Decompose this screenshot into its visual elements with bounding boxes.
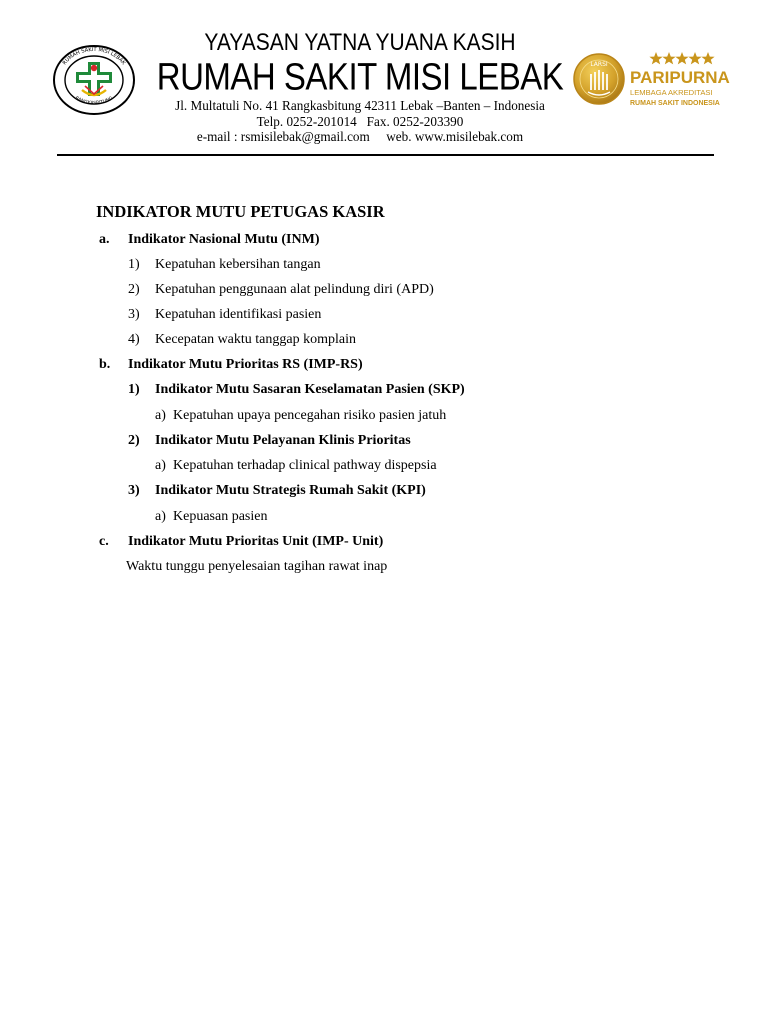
imp-rs-sub-marker: a) <box>155 509 166 524</box>
hospital-seal-logo <box>52 44 136 116</box>
imp-rs-group-number: 1) <box>128 382 140 397</box>
imp-rs-sub-text: Kepuasan pasien <box>173 509 268 524</box>
inm-item-text: Kepatuhan kebersihan tangan <box>155 257 321 272</box>
inm-item-number: 4) <box>128 332 140 347</box>
five-stars-icon <box>649 52 714 64</box>
section-b-marker: b. <box>99 357 111 372</box>
paripurna-title: PARIPURNA <box>630 68 730 87</box>
inm-item-number: 1) <box>128 257 140 272</box>
inm-item-number: 2) <box>128 282 140 297</box>
hospital-email-web: e-mail : rsmisilebak@gmail.com web. www.misilebak.com <box>196 129 524 144</box>
imp-rs-sub-text: Kepatuhan upaya pencegahan risiko pasien jatuh <box>173 408 447 423</box>
seal-ring-top-text: RUMAH SAKIT MISI LEBAK <box>61 46 127 67</box>
seal-ring-bottom-text: RANGKASBITUNG <box>74 96 114 107</box>
imp-rs-sub-marker: a) <box>155 408 166 423</box>
inm-item-text: Kepatuhan identifikasi pasien <box>155 307 322 322</box>
hospital-phone-fax: Telp. 0252-201014 Fax. 0252-203390 <box>256 113 464 129</box>
inm-item-text: Kepatuhan penggunaan alat pelindung diri (APD) <box>155 282 434 297</box>
hospital-name: RUMAH SAKIT MISI LEBAK <box>156 54 564 98</box>
section-a-marker: a. <box>99 232 110 247</box>
foundation-name: YAYASAN YATNA YUANA KASIH <box>204 29 516 56</box>
section-b-heading: Indikator Mutu Prioritas RS (IMP-RS) <box>128 357 363 372</box>
paripurna-subtitle-1: LEMBAGA AKREDITASI <box>630 88 713 97</box>
imp-rs-group-heading: Indikator Mutu Sasaran Keselamatan Pasien (SKP) <box>155 382 465 397</box>
inm-item-text: Kecepatan waktu tanggap komplain <box>155 332 356 347</box>
imp-rs-group-number: 2) <box>128 433 140 448</box>
paripurna-subtitle-2: RUMAH SAKIT INDONESIA <box>630 100 720 107</box>
letterhead <box>0 0 768 160</box>
imp-rs-group-heading: Indikator Mutu Strategis Rumah Sakit (KPI) <box>155 483 426 498</box>
larsi-seal-text: LARSI <box>590 61 608 68</box>
imp-rs-sub-marker: a) <box>155 458 166 473</box>
letterhead-text <box>150 28 570 145</box>
imp-unit-text: Waktu tunggu penyelesaian tagihan rawat inap <box>126 559 388 574</box>
section-c-marker: c. <box>99 534 109 549</box>
imp-rs-group-heading: Indikator Mutu Pelayanan Klinis Prioritas <box>155 433 411 448</box>
document-title: INDIKATOR MUTU PETUGAS KASIR <box>96 202 385 221</box>
hospital-address: Jl. Multatuli No. 41 Rangkasbitung 42311 Lebak –Banten – Indonesia <box>175 98 545 113</box>
imp-rs-sub-text: Kepatuhan terhadap clinical pathway dispepsia <box>173 458 437 473</box>
section-c-heading: Indikator Mutu Prioritas Unit (IMP- Unit) <box>128 534 384 549</box>
paripurna-accreditation-logo <box>572 48 734 114</box>
imp-rs-group-number: 3) <box>128 483 140 498</box>
inm-item-number: 3) <box>128 307 140 322</box>
section-a-heading: Indikator Nasional Mutu (INM) <box>128 232 320 247</box>
letterhead-divider <box>57 154 714 156</box>
